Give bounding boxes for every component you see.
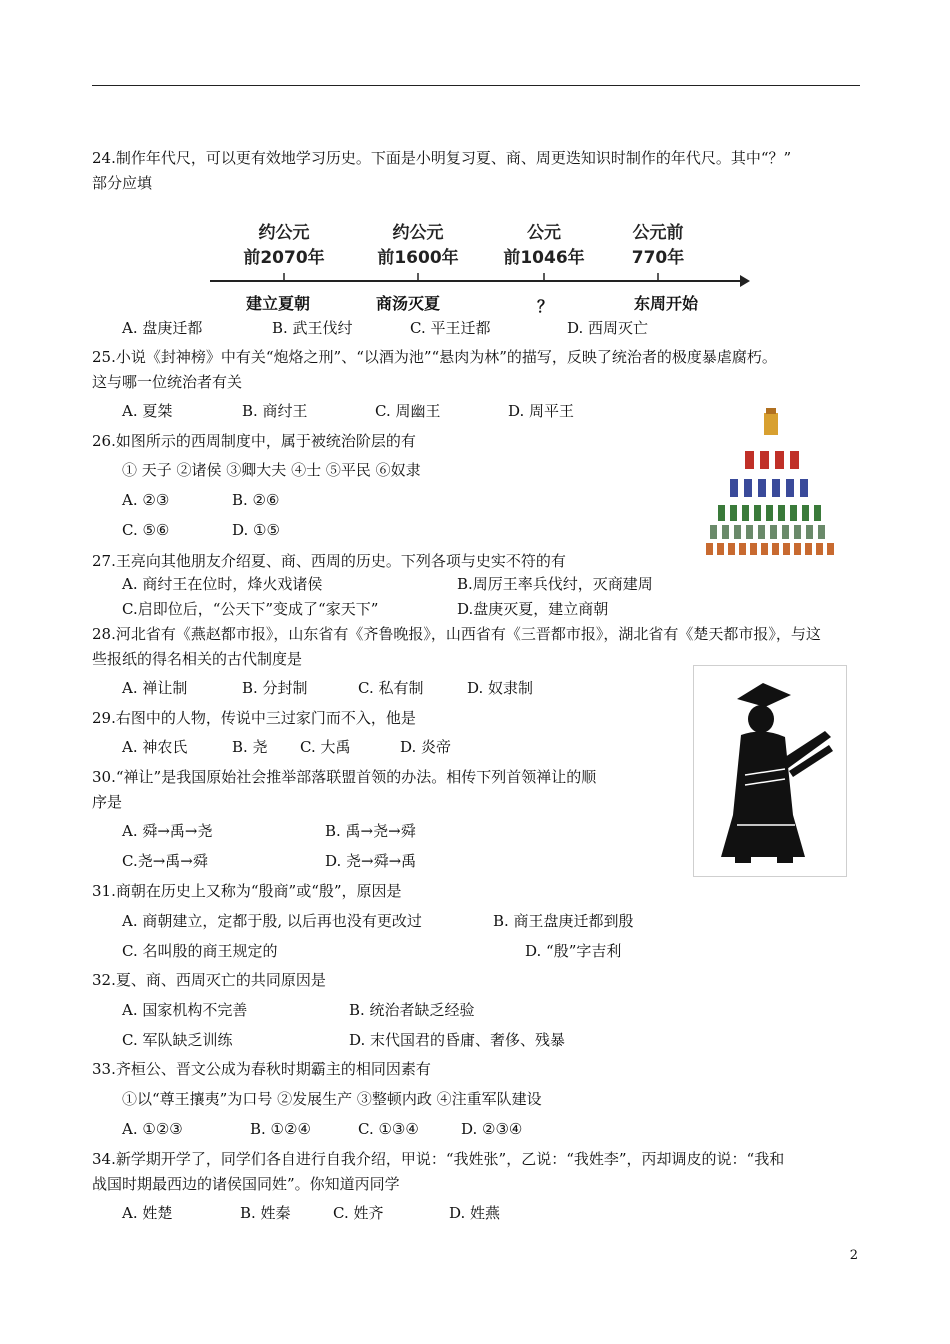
- q24-stem-line1: 24.制作年代尺，可以更有效地学习历史。下面是小明复习夏、商、周更迭知识时制作的年代尺。其中“？”: [92, 149, 792, 167]
- q34-option-b: B. 姓秦: [240, 1204, 291, 1222]
- header-rule: [92, 85, 860, 86]
- q28-stem-line1: 28.河北省有《燕赵都市报》，山东省有《齐鲁晚报》，山西省有《三晋都市报》，湖北省有《楚天都市报》，与这: [92, 625, 821, 643]
- q26-items: ① 天子 ②诸侯 ③卿大夫 ④士 ⑤平民 ⑥奴隶: [122, 461, 421, 479]
- q32-option-d: D. 末代国君的昏庸、奢侈、残暴: [349, 1031, 566, 1049]
- q34-option-c: C. 姓齐: [333, 1204, 384, 1222]
- q29-option-a: A. 神农氏: [122, 738, 188, 756]
- q26-stem: 26.如图所示的西周制度中，属于被统治阶层的有: [92, 432, 416, 450]
- q34-option-a: A. 姓楚: [122, 1204, 173, 1222]
- q30-option-b: B. 禹→尧→舜: [325, 822, 416, 840]
- q26-option-c: C. ⑤⑥: [122, 521, 170, 539]
- q29-option-b: B. 尧: [232, 738, 268, 756]
- q26-option-d: D. ①⑤: [232, 521, 280, 539]
- timeline-date-1: 约公元 前2070年: [243, 223, 325, 268]
- q28-option-c: C. 私有制: [358, 679, 424, 697]
- q24-stem-line2: 部分应填: [92, 174, 153, 192]
- q24-option-c: C. 平王迁都: [410, 319, 491, 337]
- q24-option-b: B. 武王伐纣: [272, 319, 353, 337]
- q29-option-d: D. 炎帝: [400, 738, 452, 756]
- q32-option-a: A. 国家机构不完善: [122, 1001, 248, 1019]
- q29-option-c: C. 大禹: [300, 738, 351, 756]
- q33-items: ①以“尊王攘夷”为口号 ②发展生产 ③整顿内政 ④注重军队建设: [122, 1090, 542, 1108]
- q28-option-a: A. 禅让制: [122, 679, 188, 697]
- q25-option-c: C. 周幽王: [375, 402, 441, 420]
- q33-option-a: A. ①②③: [122, 1120, 183, 1138]
- q24-option-d: D. 西周灭亡: [567, 319, 649, 337]
- timeline-event-2: 商汤灭夏: [376, 294, 441, 313]
- q25-option-a: A. 夏桀: [122, 402, 173, 420]
- q27-option-c: C.启即位后，“公天下”变成了“家天下”: [122, 600, 379, 618]
- q24-option-a: A. 盘庚迁都: [122, 319, 203, 337]
- q33-option-c: C. ①③④: [358, 1120, 419, 1138]
- q27-stem: 27.王亮向其他朋友介绍夏、商、西周的历史。下列各项与史实不符的有: [92, 552, 566, 570]
- q34-option-d: D. 姓燕: [449, 1204, 501, 1222]
- q33-stem: 33.齐桓公、晋文公成为春秋时期霸主的相同因素有: [92, 1060, 431, 1078]
- q26-option-b: B. ②⑥: [232, 491, 280, 509]
- q34-stem-line1: 34.新学期开学了，同学们各自进行自我介绍，甲说：“我姓张”，乙说：“我姓李”，丙却调皮的说：“我和: [92, 1150, 785, 1168]
- q27-option-b: B.周厉王率兵伐纣，灭商建周: [457, 575, 653, 593]
- q31-option-a: A. 商朝建立，定都于殷, 以后再也没有更改过: [122, 912, 422, 930]
- feudal-pyramid-image: [700, 405, 845, 557]
- q34-stem-line2: 战国时期最西边的诸侯国同姓”。你知道丙同学: [92, 1175, 400, 1193]
- timeline-date-2: 约公元 前1600年: [377, 223, 459, 268]
- q32-option-c: C. 军队缺乏训练: [122, 1031, 233, 1049]
- timeline-event-3: ？: [537, 297, 554, 316]
- q28-option-d: D. 奴隶制: [467, 679, 534, 697]
- dayu-figure-image: [693, 665, 847, 877]
- q31-option-b: B. 商王盘庚迁都到殷: [493, 912, 634, 930]
- q25-stem-line1: 25.小说《封神榜》中有关“炮烙之刑”、“以酒为池”“悬肉为林”的描写，反映了统治者的极度暴虐腐朽。: [92, 348, 777, 366]
- q29-stem: 29.右图中的人物，传说中三过家门而不入，他是: [92, 709, 416, 727]
- q30-option-d: D. 尧→舜→禹: [325, 852, 417, 870]
- page-number: 2: [849, 1248, 858, 1263]
- q25-option-d: D. 周平王: [508, 402, 575, 420]
- q31-stem: 31.商朝在历史上又称为“殷商”或“殷”，原因是: [92, 882, 402, 900]
- timeline-date-4: 公元前 770年: [631, 223, 685, 268]
- q31-option-c: C. 名叫殷的商王规定的: [122, 942, 278, 960]
- q30-stem-line2: 序是: [92, 793, 123, 811]
- q32-stem: 32.夏、商、西周灭亡的共同原因是: [92, 971, 326, 989]
- q25-option-b: B. 商纣王: [242, 402, 308, 420]
- timeline-date-3: 公元 前1046年: [503, 223, 585, 268]
- q33-option-b: B. ①②④: [250, 1120, 311, 1138]
- q27-option-d: D.盘庚灭夏，建立商朝: [457, 600, 609, 618]
- timeline-event-4: 东周开始: [634, 294, 699, 313]
- q30-stem-line1: 30.“禅让”是我国原始社会推举部落联盟首领的办法。相传下列首领禅让的顺: [92, 768, 597, 786]
- q28-option-b: B. 分封制: [242, 679, 308, 697]
- q33-option-d: D. ②③④: [461, 1120, 523, 1138]
- q25-stem-line2: 这与哪一位统治者有关: [92, 373, 243, 391]
- q31-option-d: D. “殷”字吉利: [525, 942, 622, 960]
- timeline-axis: [205, 270, 750, 290]
- q30-option-a: A. 舜→禹→尧: [122, 822, 213, 840]
- q30-option-c: C.尧→禹→舜: [122, 852, 208, 870]
- timeline-event-1: 建立夏朝: [246, 294, 311, 313]
- q26-option-a: A. ②③: [122, 491, 170, 509]
- q28-stem-line2: 些报纸的得名相关的古代制度是: [92, 650, 303, 668]
- q27-option-a: A. 商纣王在位时，烽火戏诸侯: [122, 575, 323, 593]
- q32-option-b: B. 统治者缺乏经验: [349, 1001, 475, 1019]
